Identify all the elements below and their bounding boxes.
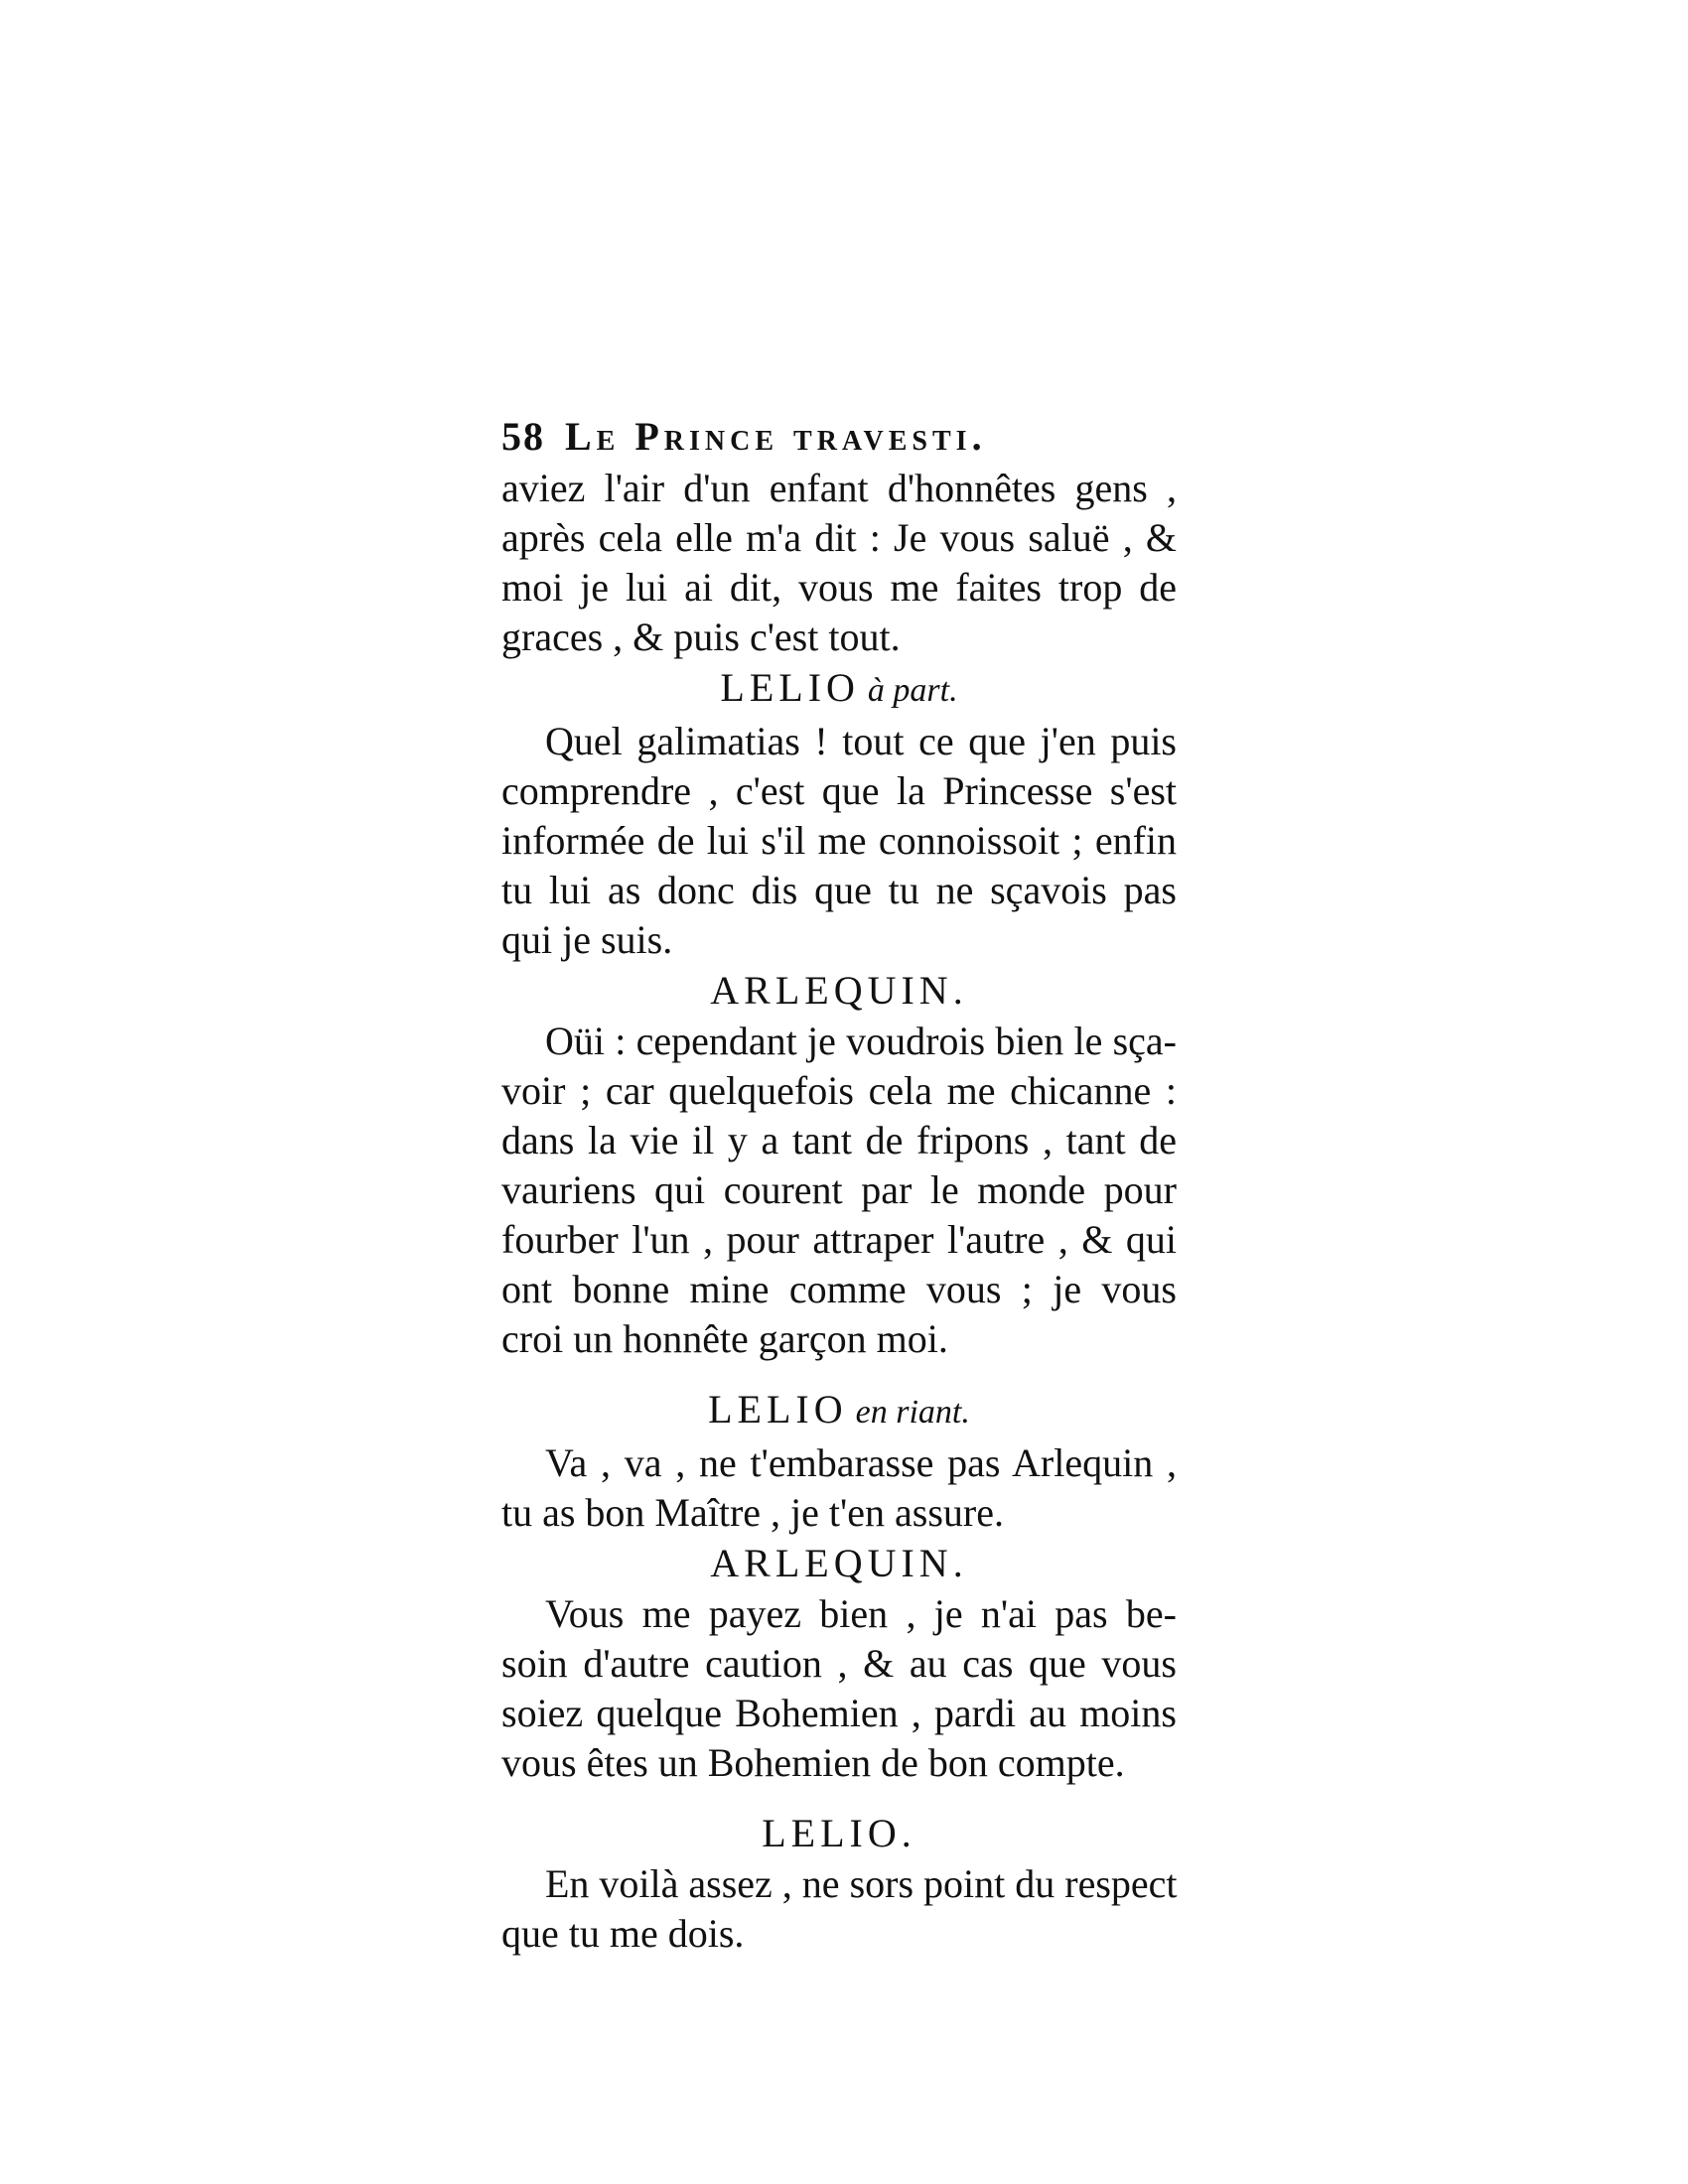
text-line: vauriens qui courent par le monde pour [501,1167,1177,1212]
text-line: Va , va , ne t'embarasse pas Arlequin , [545,1440,1177,1485]
speaker-heading [501,965,1177,1017]
text-line: Quel galimatias ! tout ce que j'en puis [545,719,1177,763]
running-title: Le Prince travesti. [565,414,987,459]
speaker-heading [501,1538,1177,1589]
text-line: après cela elle m'a dit : Je vous saluë , & [501,515,1177,560]
text-line: tu as bon Maître , je t'en assure. [501,1490,1004,1535]
text-line: graces , & puis c'est tout. [501,614,901,659]
stage-direction: à part. [867,672,958,709]
speech-block [501,717,1177,965]
text-line: informée de lui s'il me connoissoit ; enfin [501,818,1177,863]
page-number: 58 [501,414,545,459]
speech-block [501,1017,1177,1364]
text-line: croi un honnête garçon moi. [501,1316,948,1361]
text-line: Oüi : cependant je voudrois bien le sça- [545,1019,1177,1063]
section-gap [501,1788,1177,1808]
text-line: qui je suis. [501,917,673,962]
speech-block [501,1859,1177,1959]
speaker-name: ARLEQUIN. [710,1541,968,1585]
text-line: tu lui as donc dis que tu ne sçavois pas [501,868,1177,912]
text-line: vous êtes un Bohemien de bon compte. [501,1740,1125,1785]
text-line: que tu me dois. [501,1911,745,1956]
speaker-heading [501,1808,1177,1859]
text-body [501,464,1177,1959]
text-line: dans la vie il y a tant de fripons , tant de [501,1118,1177,1162]
section-gap [501,1364,1177,1384]
text-line: comprendre , c'est que la Princesse s'est [501,768,1177,813]
speaker-name: ARLEQUIN. [710,968,968,1013]
text-line: fourber l'un , pour attraper l'autre , & qui [501,1217,1177,1262]
text-line: ont bonne mine comme vous ; je vous [501,1267,1177,1311]
speaker-name: LELIO [708,1387,848,1432]
text-line: aviez l'air d'un enfant d'honnêtes gens , [501,466,1177,510]
speaker-name: LELIO [720,665,860,710]
running-head [501,412,1177,462]
text-line: Vous me payez bien , je n'ai pas be- [545,1591,1177,1636]
speech-block [501,1438,1177,1538]
text-line: En voilà assez , ne sors point du respect [545,1861,1178,1906]
book-page [501,412,1177,1959]
text-line: moi je lui ai dit, vous me faites trop de [501,565,1177,610]
speaker-heading [501,662,1177,717]
speaker-heading [501,1384,1177,1438]
stage-direction: en riant. [855,1394,970,1431]
speech-block [501,1589,1177,1788]
text-line: voir ; car quelquefois cela me chicanne : [501,1068,1177,1113]
text-line: soiez quelque Bohemien , pardi au moins [501,1691,1177,1735]
speaker-name: LELIO. [762,1811,916,1855]
text-line: soin d'autre caution , & au cas que vous [501,1641,1177,1686]
speech-block [501,464,1177,662]
